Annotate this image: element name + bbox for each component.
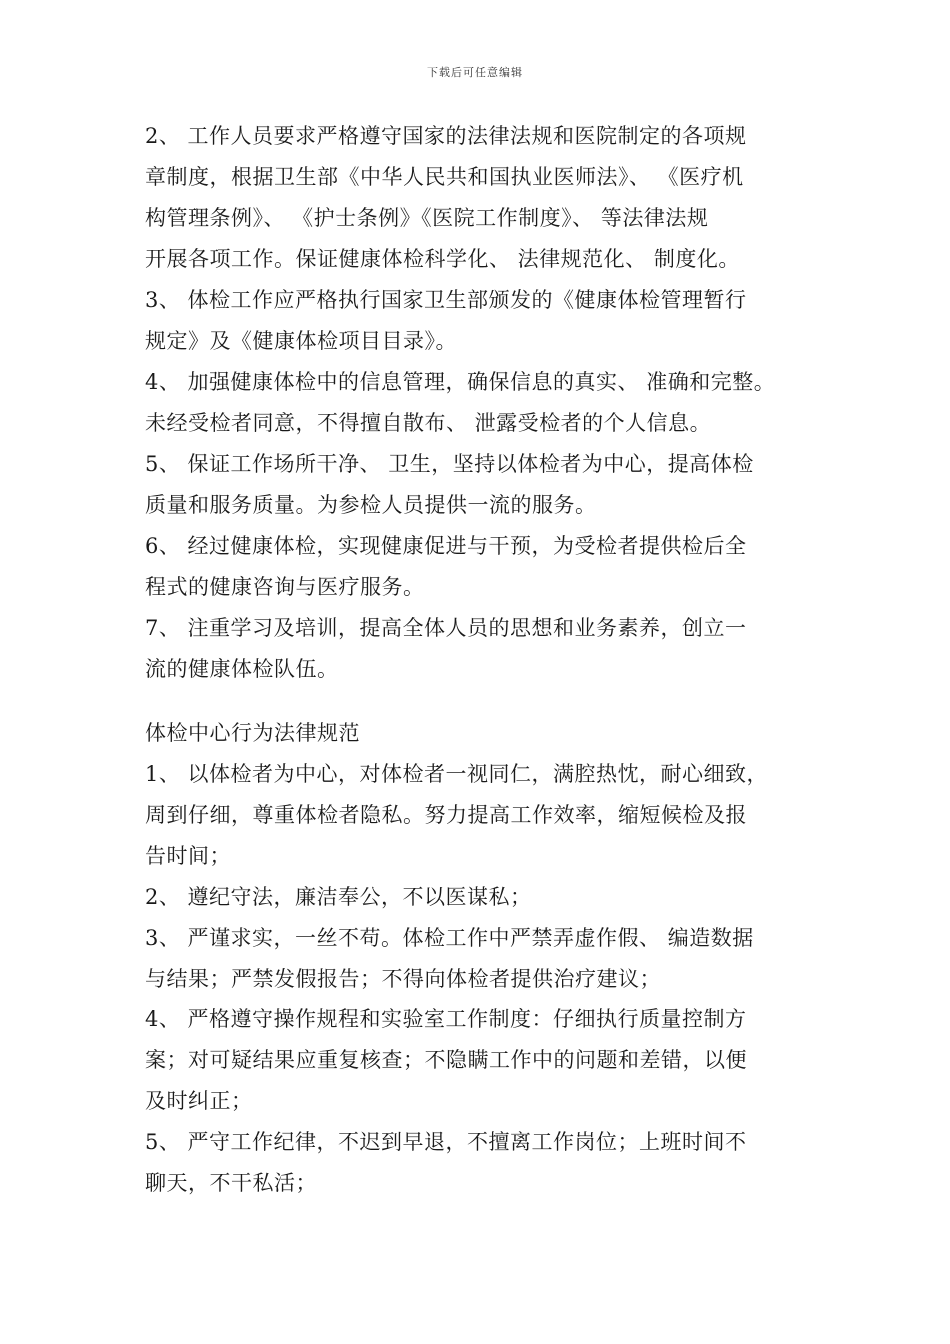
text-line: 5、 严守工作纪律，不迟到早退，不擅离工作岗位；上班时间不 xyxy=(145,1130,747,1154)
text-line: 程式的健康咨询与医疗服务。 xyxy=(145,575,425,599)
text-line: 聊天，不干私活； xyxy=(145,1171,317,1195)
text-line: 2、 工作人员要求严格遵守国家的法律法规和医院制定的各项规 xyxy=(145,124,747,148)
section-title: 体检中心行为法律规范 xyxy=(145,721,360,745)
text-line: 质量和服务质量。为参检人员提供一流的服务。 xyxy=(145,493,597,517)
text-line: 案；对可疑结果应重复核查；不隐瞒工作中的问题和差错，以便 xyxy=(145,1048,747,1072)
text-line: 1、 以体检者为中心，对体检者一视同仁，满腔热忱，耐心细致， xyxy=(145,762,769,786)
text-line: 3、 体检工作应严格执行国家卫生部颁发的《健康体检管理暂行 xyxy=(145,288,747,312)
text-line: 4、 加强健康体检中的信息管理，确保信息的真实、 准确和完整。 xyxy=(145,370,776,394)
text-line: 构管理条例》、 《护士条例》《医院工作制度》、 等法律法规 xyxy=(145,206,709,230)
text-line: 2、 遵纪守法，廉洁奉公，不以医谋私； xyxy=(145,885,532,909)
text-line: 流的健康体检队伍。 xyxy=(145,657,339,681)
text-line: 开展各项工作。保证健康体检科学化、 法律规范化、 制度化。 xyxy=(145,247,740,271)
text-line: 未经受检者同意，不得擅自散布、 泄露受检者的个人信息。 xyxy=(145,411,712,435)
text-line: 5、 保证工作场所干净、 卫生，坚持以体检者为中心，提高体检 xyxy=(145,452,754,476)
text-line: 3、 严谨求实，一丝不苟。体检工作中严禁弄虚作假、 编造数据 xyxy=(145,926,754,950)
text-line: 与结果；严禁发假报告；不得向体检者提供治疗建议； xyxy=(145,967,661,991)
text-line: 告时间； xyxy=(145,844,231,868)
text-line: 7、 注重学习及培训，提高全体人员的思想和业务素养，创立一 xyxy=(145,616,747,640)
text-line: 规定》及《健康体检项目目录》。 xyxy=(145,329,457,353)
page-header: 下载后可任意编辑 xyxy=(427,66,523,79)
text-line: 周到仔细，尊重体检者隐私。努力提高工作效率，缩短候检及报 xyxy=(145,803,747,827)
text-line: 4、 严格遵守操作规程和实验室工作制度：仔细执行质量控制方 xyxy=(145,1007,747,1031)
text-line: 及时纠正； xyxy=(145,1089,253,1113)
text-line: 章制度，根据卫生部《中华人民共和国执业医师法》、 《医疗机 xyxy=(145,165,744,189)
text-line: 6、 经过健康体检，实现健康促进与干预，为受检者提供检后全 xyxy=(145,534,747,558)
